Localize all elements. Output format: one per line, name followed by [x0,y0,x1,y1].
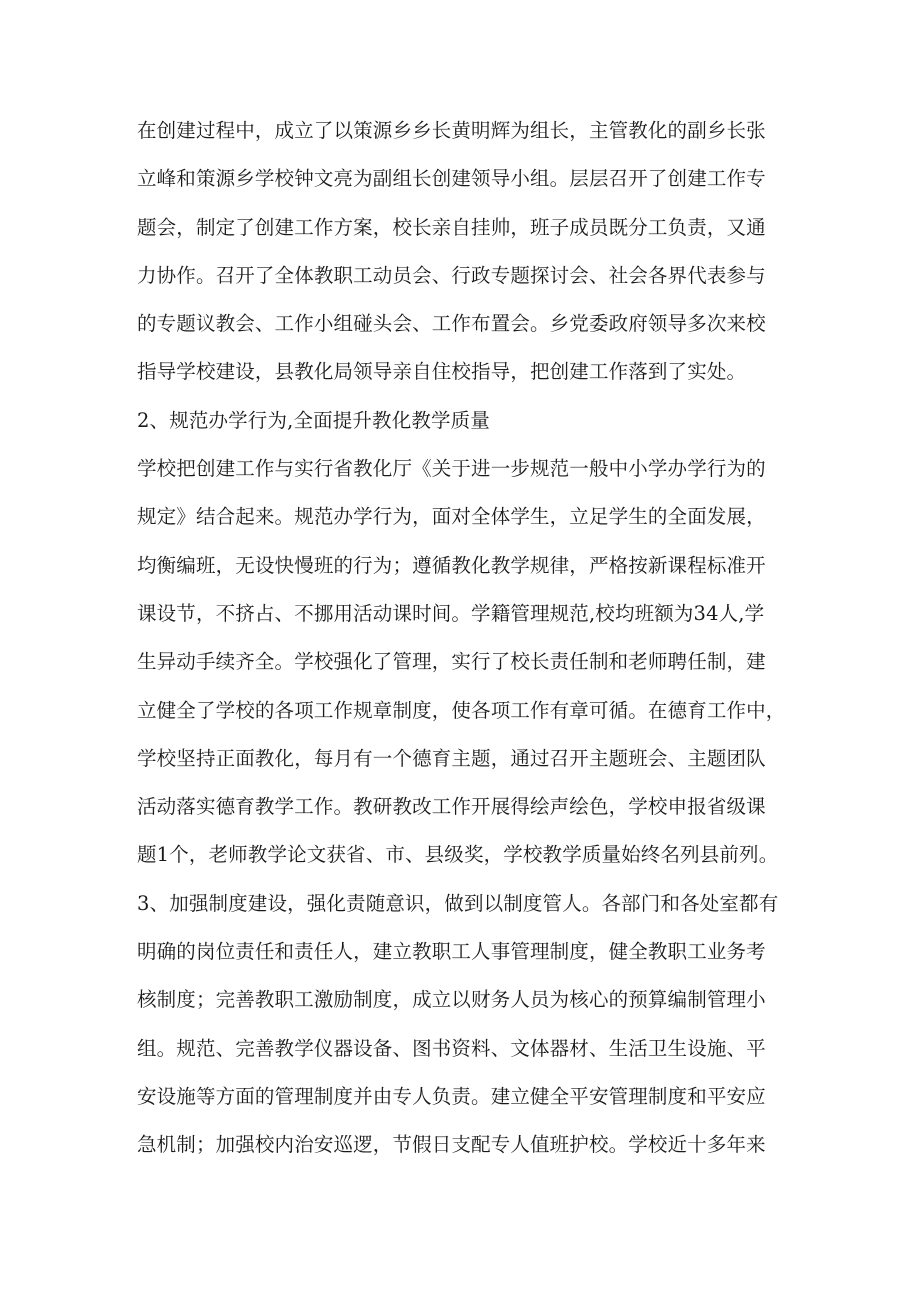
body-text [137,107,787,1170]
text-line: 指导学校建设，县教化局领导亲自住校指导，把创建工作落到了实处。 [137,360,747,384]
text-line: 生异动手续齐全。学校强化了管理，实行了校长责任制和老师聘任制，建 [137,650,766,674]
text-line: 的专题议教会、工作小组碰头会、工作布置会。乡党委政府领导多次来校 [137,312,766,336]
section-heading: 3、加强制度建设，强化责随意识，做到以制度管人。各部门和各处室都有 [137,891,779,915]
text-line: 活动落实德育教学工作。教研教改工作开展得绘声绘色，学校申报省级课 [137,795,766,819]
text-line: 规定》结合起来。规范办学行为，面对全体学生，立足学生的全面发展， [137,505,766,529]
text-line: 立峰和策源乡学校钟文亮为副组长创建领导小组。层层召开了创建工作专 [137,167,766,191]
text-line: 核制度；完善教职工激励制度，成立以财务人员为核心的预算编制管理小 [137,988,766,1012]
text-line: 均衡编班，无设快慢班的行为；遵循教化教学规律，严格按新课程标准开 [137,553,766,577]
text-line: 组。规范、完善教学仪器设备、图书资料、文体器材、生活卫生设施、平 [137,1036,766,1060]
section-heading: 2、规范办学行为,全面提升教化教学质量 [137,408,490,432]
text-line: 在创建过程中，成立了以策源乡乡长黄明辉为组长，主管教化的副乡长张 [137,119,766,142]
text-line: 安设施等方面的管理制度并由专人负责。建立健全平安管理制度和平安应 [137,1084,766,1108]
text-line: 题会，制定了创建工作方案，校长亲自挂帅，班子成员既分工负责，又通 [137,215,766,239]
text-line: 急机制；加强校内治安巡逻，节假日支配专人值班护校。学校近十多年来 [137,1133,766,1157]
text-line: 学校把创建工作与实行省教化厅《关于进一步规范一般中小学办学行为的 [137,457,766,481]
text-line: 立健全了学校的各项工作规章制度，使各项工作有章可循。在德育工作中， [137,698,786,722]
text-line: 课设节，不挤占、不挪用活动课时间。学籍管理规范,校均班额为34人,学 [137,601,765,625]
text-line: 力协作。召开了全体教职工动员会、行政专题探讨会、社会各界代表参与 [137,263,766,287]
text-line: 题1个，老师教学论文获省、市、县级奖，学校教学质量始终名列县前列。 [137,843,779,867]
text-line: 学校坚持正面教化，每月有一个德育主题，通过召开主题班会、主题团队 [137,746,766,770]
text-line: 明确的岗位责任和责任人，建立教职工人事管理制度，健全教职工业务考 [137,940,766,964]
